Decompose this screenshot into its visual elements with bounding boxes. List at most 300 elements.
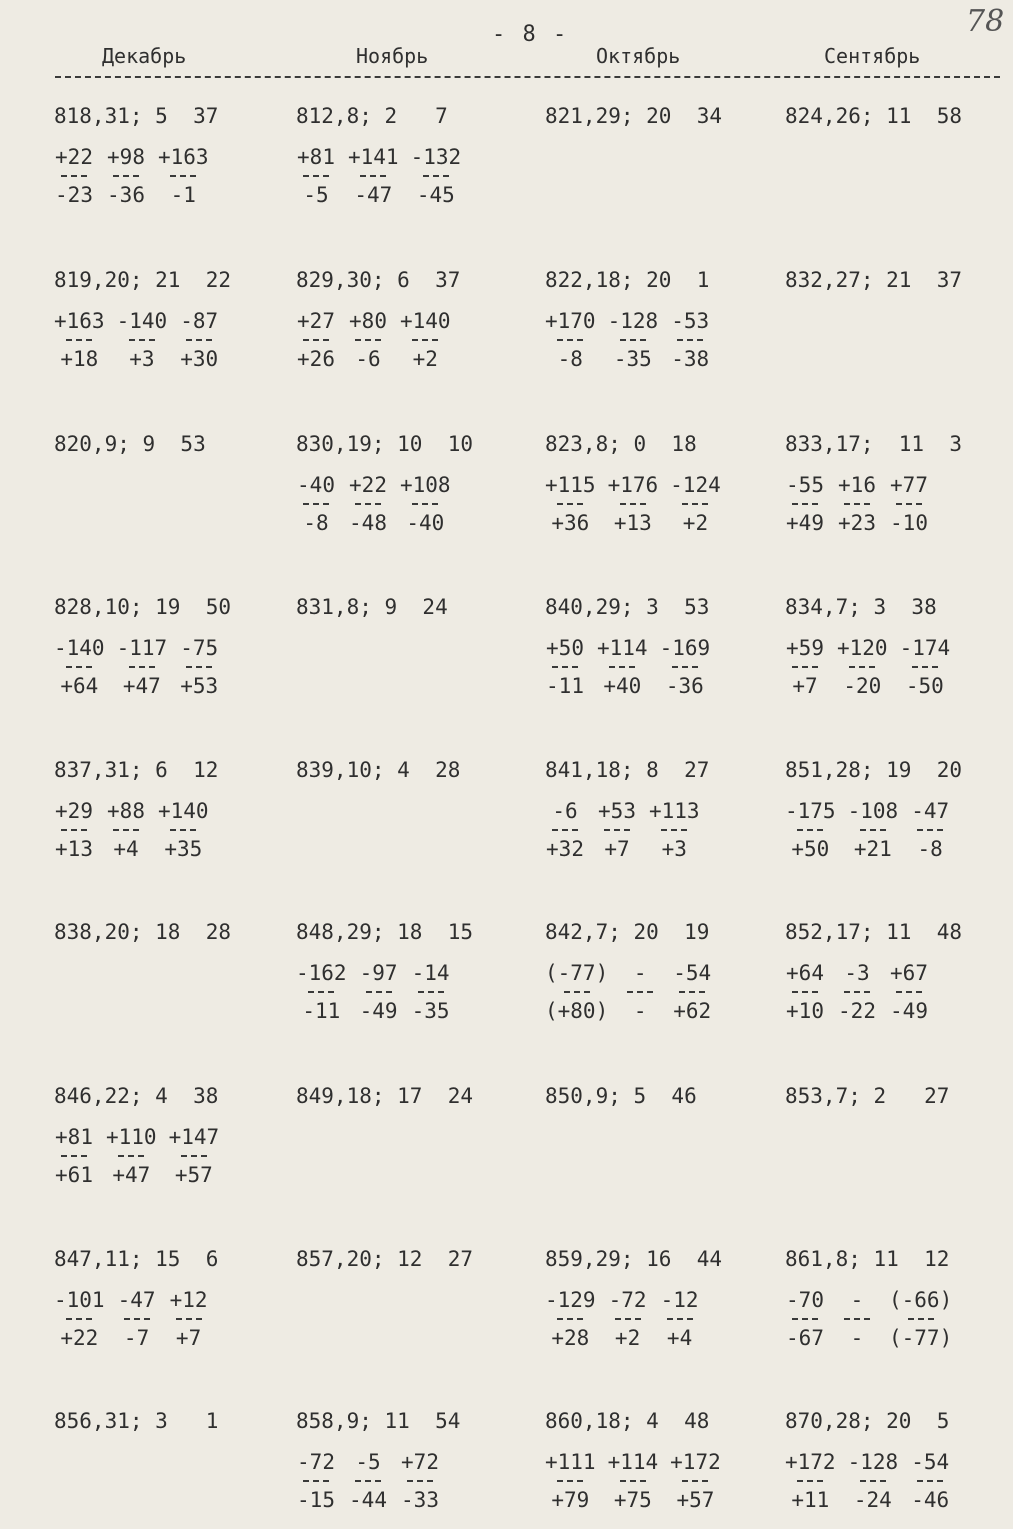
value-pair [889,1290,952,1349]
denominator-value: -7 [123,1326,150,1350]
fraction-bar [667,1318,693,1320]
value-pair [545,1452,596,1511]
entry-block [785,1249,1013,1349]
numerator-value: -72 [608,1288,647,1312]
fraction-bar [113,175,139,177]
numerator-value: -5 [355,1450,381,1474]
fraction-bar [620,1480,646,1482]
entry-heading: 818,31; 5 37 [54,104,219,128]
value-pair [597,638,648,697]
denominator-value: +53 [180,674,219,698]
denominator-value: -67 [786,1326,824,1350]
fraction-bar [792,503,818,505]
fraction-bar [129,339,155,341]
entry-values [54,801,289,860]
numerator-value: +29 [55,799,93,823]
denominator-value: -8 [917,837,943,861]
value-pair [54,311,105,370]
denominator-value: -8 [303,511,329,535]
numerator-value: +108 [400,473,451,497]
fraction-bar [355,503,381,505]
entry-block [54,434,289,455]
fraction-bar [661,829,687,831]
entry-block [545,760,780,860]
entry-values [54,147,289,206]
numerator-value: +170 [545,309,596,333]
entry-block [296,760,531,781]
entry-heading: 857,20; 12 27 [296,1247,474,1271]
entry-values [785,475,1013,534]
value-pair [545,1290,596,1349]
denominator-value: +18 [60,347,99,371]
numerator-value: +147 [168,1125,220,1149]
numerator-value: +163 [54,309,105,333]
entry-values [785,801,1013,860]
entry-block [545,1411,780,1511]
denominator-value: -36 [107,183,145,207]
value-pair [848,801,899,860]
fraction-bar [303,175,329,177]
entry-values [54,311,289,370]
value-pair [545,311,596,370]
numerator-value: +140 [158,799,209,823]
value-pair [169,1127,220,1186]
entry-block [785,1086,1013,1107]
denominator-value: -1 [170,183,196,207]
denominator-value: -40 [406,511,445,535]
value-pair [848,1452,899,1511]
denominator-value: +61 [55,1163,93,1187]
entry-heading: 870,28; 20 5 [785,1409,950,1433]
denominator-value: +4 [113,837,139,861]
value-pair [608,475,659,534]
entry-heading: 822,18; 20 1 [545,268,710,292]
numerator-value: +172 [785,1450,836,1474]
numerator-value: -47 [911,799,950,823]
fraction-bar [418,991,444,993]
entry-values [54,638,289,697]
value-pair [106,801,146,860]
entry-heading: 839,10; 4 28 [296,758,461,782]
value-pair [672,963,712,1022]
column-header-november: Ноябрь [356,44,429,68]
fraction-bar [792,991,818,993]
entry-values [545,1452,780,1511]
numerator-value: -12 [660,1288,699,1312]
value-pair [296,311,336,370]
denominator-value: -23 [55,183,93,207]
value-pair [837,638,888,697]
numerator-value: +114 [607,1450,659,1474]
numerator-value: -47 [117,1288,156,1312]
value-pair [54,638,105,697]
numerator-value: +67 [890,961,928,985]
entry-values [296,311,531,370]
entry-values [296,1452,531,1511]
fraction-bar [61,829,87,831]
numerator-value: -124 [670,473,721,497]
denominator-value: -50 [905,674,944,698]
entry-heading: 842,7; 20 19 [545,920,710,944]
denominator-value: +7 [604,837,630,861]
denominator-value: -47 [354,183,393,207]
denominator-value: -15 [297,1488,335,1512]
entry-heading: 832,27; 21 37 [785,268,963,292]
fraction-bar [792,666,818,668]
fraction-bar [844,1318,870,1320]
fraction-bar [124,1318,150,1320]
entry-heading: 852,17; 11 48 [785,920,963,944]
denominator-value: +3 [661,837,687,861]
fraction-bar [860,829,886,831]
numerator-value: -72 [297,1450,335,1474]
entry-heading: 861,8; 11 12 [785,1247,950,1271]
numerator-value: +50 [546,636,584,660]
numerator-value: -108 [847,799,899,823]
entry-block [785,270,1013,291]
entry-block [296,106,531,206]
value-pair [54,147,94,206]
numerator-value: -70 [786,1288,824,1312]
fraction-bar [412,339,438,341]
entry-block [545,597,780,697]
denominator-value: +2 [614,1326,641,1350]
numerator-value: -40 [297,473,335,497]
entry-block [54,1249,289,1349]
fraction-bar [557,1480,583,1482]
fraction-bar [679,991,705,993]
fraction-bar [917,1480,943,1482]
entry-block [545,106,780,127]
value-pair [837,963,877,1022]
fraction-bar [620,339,646,341]
denominator-value: +2 [412,347,438,371]
denominator-value: +4 [666,1326,693,1350]
denominator-value: +23 [838,511,876,535]
fraction-bar [186,666,212,668]
fraction-bar [844,991,870,993]
numerator-value: +176 [607,473,659,497]
value-pair [785,475,825,534]
entry-heading: 853,7; 2 27 [785,1084,950,1108]
fraction-bar [308,991,334,993]
denominator-value: +22 [60,1326,99,1350]
fraction-bar [627,991,653,993]
entry-heading: 859,29; 16 44 [545,1247,723,1271]
entry-block [54,597,289,697]
fraction-bar [355,1480,381,1482]
denominator-value: +47 [122,674,161,698]
entry-block [785,597,1013,697]
entry-values [54,1127,289,1186]
entry-heading: 860,18; 4 48 [545,1409,710,1433]
value-pair [889,475,929,534]
entry-values [545,963,780,1022]
denominator-value: +75 [613,1488,652,1512]
entry-heading: 829,30; 6 37 [296,268,461,292]
numerator-value: +110 [106,1125,157,1149]
numerator-value: -169 [659,636,711,660]
numerator-value: +98 [107,145,145,169]
numerator-value: +113 [649,799,700,823]
entry-block [545,434,780,534]
numerator-value: +140 [400,309,451,333]
entry-heading: 821,29; 20 34 [545,104,723,128]
denominator-value: +79 [551,1488,590,1512]
denominator-value: +64 [60,674,99,698]
numerator-value: +77 [890,473,928,497]
value-pair [608,311,659,370]
fraction-bar [303,503,329,505]
value-pair [545,801,585,860]
value-pair [179,638,219,697]
entry-heading: 840,29; 3 53 [545,595,710,619]
denominator-value: +10 [786,999,824,1023]
numerator-value: +81 [55,1125,93,1149]
numerator-value: - [633,961,647,985]
denominator-value: -24 [853,1488,892,1512]
denominator-value: +13 [55,837,93,861]
denominator-value: +57 [676,1488,715,1512]
value-pair [117,638,168,697]
denominator-value: -44 [349,1488,387,1512]
fraction-bar [176,1318,202,1320]
value-pair [296,147,336,206]
denominator-value: +32 [546,837,584,861]
value-pair [785,1290,825,1349]
entry-block [296,922,531,1022]
fraction-bar [682,1480,708,1482]
value-pair [348,147,399,206]
entry-block [545,1086,780,1107]
value-pair [179,311,219,370]
denominator-value: -49 [359,999,398,1023]
fraction-bar [860,1480,886,1482]
value-pair [117,311,168,370]
denominator-value: +50 [791,837,830,861]
numerator-value: +53 [598,799,636,823]
entry-values [545,801,780,860]
denominator-value: - [850,1326,864,1350]
value-pair [54,801,94,860]
value-pair [597,801,637,860]
denominator-value: +28 [551,1326,590,1350]
entry-values [296,147,531,206]
value-pair [411,147,462,206]
entry-values [545,1290,780,1349]
entry-block [54,1086,289,1186]
entry-values [785,1290,1013,1349]
denominator-value: -46 [911,1488,950,1512]
fraction-bar [557,503,583,505]
entry-values [785,963,1013,1022]
fraction-bar [792,1318,818,1320]
value-pair [545,475,596,534]
numerator-value: +111 [545,1450,596,1474]
denominator-value: -36 [665,674,704,698]
fraction-bar [61,175,87,177]
denominator-value: -22 [838,999,876,1023]
numerator-value: +59 [786,636,824,660]
denominator-value: -38 [671,347,710,371]
numerator-value: +163 [158,145,209,169]
value-pair [106,1127,157,1186]
denominator-value: +21 [853,837,892,861]
value-pair [169,1290,209,1349]
entry-heading: 831,8; 9 24 [296,595,448,619]
value-pair [348,1452,388,1511]
entry-heading: 856,31; 3 1 [54,1409,219,1433]
value-pair [400,311,451,370]
entry-values [785,638,1013,697]
numerator-value: - [850,1288,864,1312]
denominator-value: -11 [546,674,584,698]
fraction-bar [66,339,92,341]
fraction-bar [129,666,155,668]
numerator-value: -54 [911,1450,950,1474]
fraction-bar [620,503,646,505]
numerator-value: +27 [297,309,335,333]
entry-heading: 848,29; 18 15 [296,920,474,944]
fraction-bar [609,666,635,668]
numerator-value: +16 [838,473,876,497]
denominator-value: +49 [786,511,824,535]
entry-block [296,1411,531,1511]
numerator-value: -117 [116,636,168,660]
value-pair [670,475,721,534]
entry-block [785,760,1013,860]
entry-heading: 849,18; 17 24 [296,1084,474,1108]
numerator-value: -162 [296,961,347,985]
fraction-bar [672,666,698,668]
entry-values [545,311,780,370]
value-pair [608,1452,659,1511]
fraction-bar [66,1318,92,1320]
value-pair [900,638,951,697]
numerator-value: -128 [847,1450,899,1474]
entry-block [545,1249,780,1349]
numerator-value: +114 [597,636,648,660]
value-pair [545,963,608,1022]
value-pair [411,963,451,1022]
numerator-value: -53 [671,309,710,333]
denominator-value: +3 [129,347,155,371]
numerator-value: -101 [54,1288,105,1312]
fraction-bar [604,829,630,831]
fraction-bar [113,829,139,831]
fraction-bar [682,503,708,505]
value-pair [400,1452,440,1511]
denominator-value: +7 [175,1326,202,1350]
entry-heading: 837,31; 6 12 [54,758,219,782]
value-pair [660,638,711,697]
numerator-value: -14 [411,961,450,985]
fraction-bar [917,829,943,831]
numerator-value: -87 [180,309,219,333]
value-pair [649,801,700,860]
denominator-value: -5 [303,183,329,207]
denominator-value: -11 [302,999,341,1023]
entry-heading: 834,7; 3 38 [785,595,937,619]
entry-heading: 838,20; 18 28 [54,920,232,944]
numerator-value: -75 [180,636,219,660]
numerator-value: -129 [545,1288,596,1312]
value-pair [910,1452,950,1511]
value-pair [54,1290,105,1349]
denominator-value: -6 [355,347,381,371]
fraction-bar [366,991,392,993]
fraction-bar [896,991,922,993]
column-header-december: Декабрь [102,44,187,68]
numerator-value: -175 [785,799,836,823]
value-pair [158,147,209,206]
numerator-value: -3 [844,961,870,985]
entry-heading: 824,26; 11 58 [785,104,963,128]
denominator-value: +2 [682,511,709,535]
fraction-bar [849,666,875,668]
entry-block [54,1411,289,1432]
numerator-value: +12 [169,1288,208,1312]
entry-heading: 819,20; 21 22 [54,268,232,292]
entry-heading: 841,18; 8 27 [545,758,710,782]
value-pair [296,1452,336,1511]
entry-heading: 851,28; 19 20 [785,758,963,782]
fraction-bar [186,339,212,341]
value-pair [785,801,836,860]
column-header-october: Октябрь [596,44,681,68]
denominator-value: -20 [843,674,882,698]
value-pair [837,475,877,534]
fraction-bar [170,829,196,831]
value-pair [348,311,388,370]
numerator-value: +22 [349,473,387,497]
fraction-bar [908,1318,934,1320]
entry-block [545,922,780,1022]
denominator-value: -10 [890,511,928,535]
numerator-value: +88 [107,799,145,823]
fraction-bar [557,339,583,341]
entry-values [545,638,780,697]
numerator-value: -54 [673,961,712,985]
value-pair [348,475,388,534]
entry-values [296,963,531,1022]
value-pair [620,963,660,1022]
numerator-value: +120 [837,636,888,660]
entry-heading: 812,8; 2 7 [296,104,448,128]
numerator-value: -128 [607,309,659,333]
value-pair [117,1290,157,1349]
denominator-value: +35 [164,837,203,861]
denominator-value: +57 [174,1163,213,1187]
numerator-value: +141 [348,145,399,169]
entry-heading: 820,9; 9 53 [54,432,206,456]
entry-heading: 823,8; 0 18 [545,432,697,456]
entry-heading: 833,17; 11 3 [785,432,963,456]
fraction-bar [552,666,578,668]
entry-block [296,270,531,370]
numerator-value: (-77) [545,961,609,985]
entry-values [545,475,780,534]
value-pair [54,1127,94,1186]
value-pair [608,1290,648,1349]
fraction-bar [557,1318,583,1320]
fraction-bar [61,1155,87,1157]
denominator-value: -45 [416,183,455,207]
entry-block [54,106,289,206]
denominator-value: +47 [112,1163,151,1187]
value-pair [158,801,209,860]
value-pair [296,963,347,1022]
